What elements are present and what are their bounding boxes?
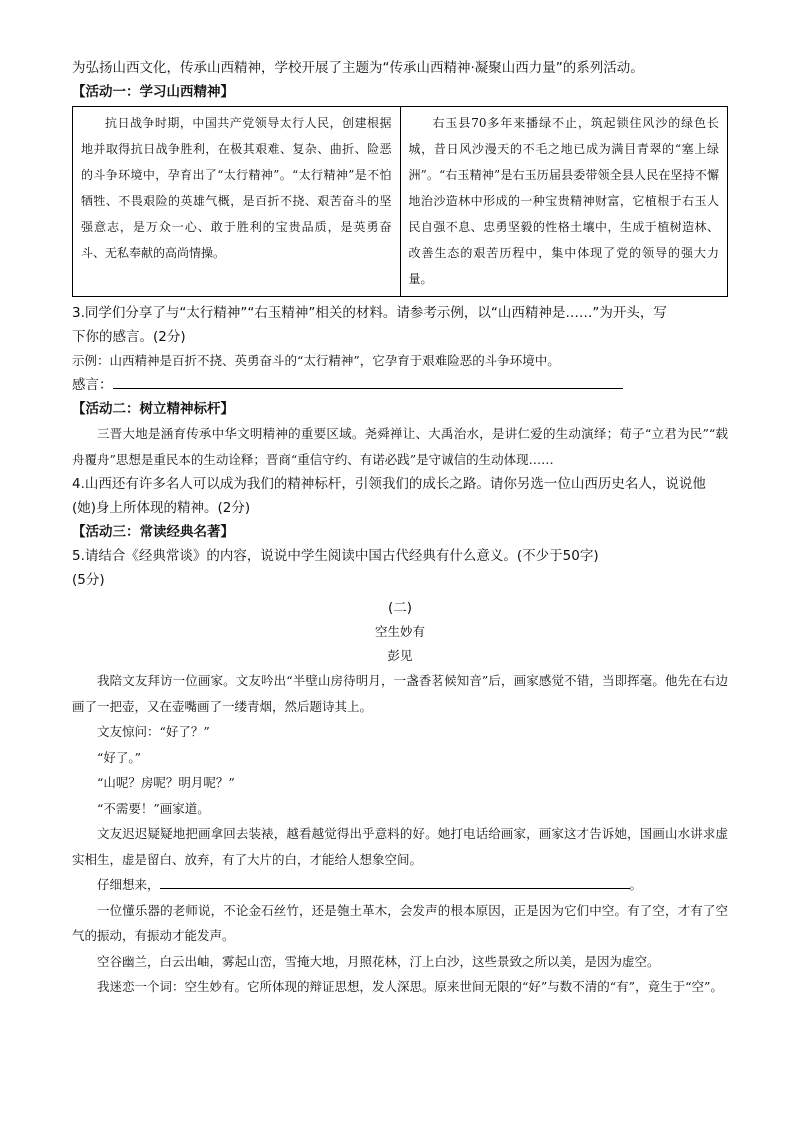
article-paragraph-1: 我陪文友拜访一位画家。文友吟出“半壁山房待明月，一盏香茗候知音”后，画家感觉不错，当即挥毫。他先在右边画了一把壶，又在壶嘴画了一缕青烟，然后题诗其上。 bbox=[72, 673, 728, 714]
material-table bbox=[72, 106, 728, 297]
article-paragraph-2: 文友惊问：“好了？” bbox=[97, 724, 210, 739]
fill-blank-line[interactable] bbox=[160, 874, 630, 889]
question-4-line2: (她)身上所体现的精神。(2分) bbox=[72, 500, 251, 516]
article-paragraph-5: “不需要！”画家道。 bbox=[97, 800, 210, 816]
activity2-heading: 【活动二：树立精神标杆】 bbox=[72, 401, 234, 417]
article-paragraph-8: 一位懂乐器的老师说，不论金石丝竹，还是匏土革木，会发声的根本原因，正是因为它们中空。有了空，才有了空气的振动，有振动才能发声。 bbox=[72, 902, 728, 943]
article-paragraph-7 bbox=[72, 872, 728, 898]
fill-blank-label: 仔细想来， bbox=[97, 877, 160, 892]
question-3-line2: 下你的感言。(2分) bbox=[72, 329, 186, 345]
article-paragraph-10: 我迷恋一个词：空生妙有。它所体现的辩证思想，发人深思。原来世间无限的“好”与数不清的“有”，竟生于“空”。 bbox=[97, 979, 723, 994]
section-number: (二) bbox=[387, 600, 413, 616]
article-author: 彭见 bbox=[387, 648, 413, 663]
activity2-paragraph: 三晋大地是涵育传承中华文明精神的重要区域。尧舜禅让、大禹治水，是讲仁爱的生动演绎；荀子“立君为民”“载舟覆舟”思想是重民本的生动诠释；晋商“重信守约、有诺必践”是守诚信的生动体现…… bbox=[72, 426, 728, 467]
question-3-example: 示例：山西精神是百折不挠、英勇奋斗的“太行精神”，它孕育于艰难险恶的斗争环境中。 bbox=[72, 353, 560, 368]
material-taihang: 抗日战争时期，中国共产党领导太行人民，创建根据地并取得抗日战争胜利，在极其艰难、复杂、曲折、险恶的斗争环境中，孕育出了“太行精神”。“太行精神”是不怕牺牲、不畏艰险的英雄气概，是百折不挠、艰苦奋斗的坚强意志，是万众一心、敢于胜利的宝贵品质，是英勇奋斗、无私奉献的高尚情操。 bbox=[73, 107, 401, 297]
fill-blank-period: 。 bbox=[629, 877, 643, 892]
question-3-answer-row bbox=[72, 373, 728, 397]
article-paragraph-9: 空谷幽兰，白云出岫，雾起山峦，雪掩大地，月照花林，汀上白沙，这些景致之所以美，是因为虚空。 bbox=[97, 953, 660, 969]
activity1-heading: 【活动一：学习山西精神】 bbox=[72, 84, 234, 100]
intro-text: 为弘扬山西文化，传承山西精神，学校开展了主题为“传承山西精神·凝聚山西力量”的系列活动。 bbox=[72, 60, 644, 76]
material-youyu: 右玉县70多年来播绿不止，筑起锁住风沙的绿色长城，昔日风沙漫天的不毛之地已成为满目青翠的“塞上绿洲”。“右玉精神”是右玉历届县委带领全县人民在坚持不懈地治沙造林中形成的一种宝贵精神财富，它植根于右玉人民自强不息、忠勇坚毅的性格土壤中，生成于植树造林、改善生态的艰苦历程中，集中体现了党的领导的强大力量。 bbox=[400, 107, 728, 297]
answer-blank-line[interactable] bbox=[113, 374, 623, 389]
article-paragraph-6: 文友迟迟疑疑地把画拿回去装裱，越看越觉得出乎意料的好。她打电话给画家，画家这才告诉她，国画山水讲求虚实相生，虚是留白、放弃，有了大片的白，才能给人想象空间。 bbox=[72, 826, 728, 867]
question-3-line1: 3.同学们分享了与“太行精神”“右玉精神”相关的材料。请参考示例，以“山西精神是……”为开头，写 bbox=[72, 305, 667, 321]
article-title: 空生妙有 bbox=[374, 624, 425, 639]
article-paragraph-3: “好了。” bbox=[97, 749, 142, 765]
question-5-line1: 5.请结合《经典常谈》的内容，说说中学生阅读中国古代经典有什么意义。(不少于50字) bbox=[72, 548, 599, 564]
answer-label: 感言： bbox=[72, 377, 113, 393]
article-paragraph-4: “山呢？房呢？明月呢？” bbox=[97, 775, 235, 790]
activity3-heading: 【活动三：常读经典名著】 bbox=[72, 524, 234, 540]
question-5-line2: (5分) bbox=[72, 572, 105, 588]
exam-page bbox=[72, 56, 728, 1000]
question-4-line1: 4.山西还有许多名人可以成为我们的精神标杆，引领我们的成长之路。请你另选一位山西历史名人，说说他 bbox=[72, 476, 706, 492]
